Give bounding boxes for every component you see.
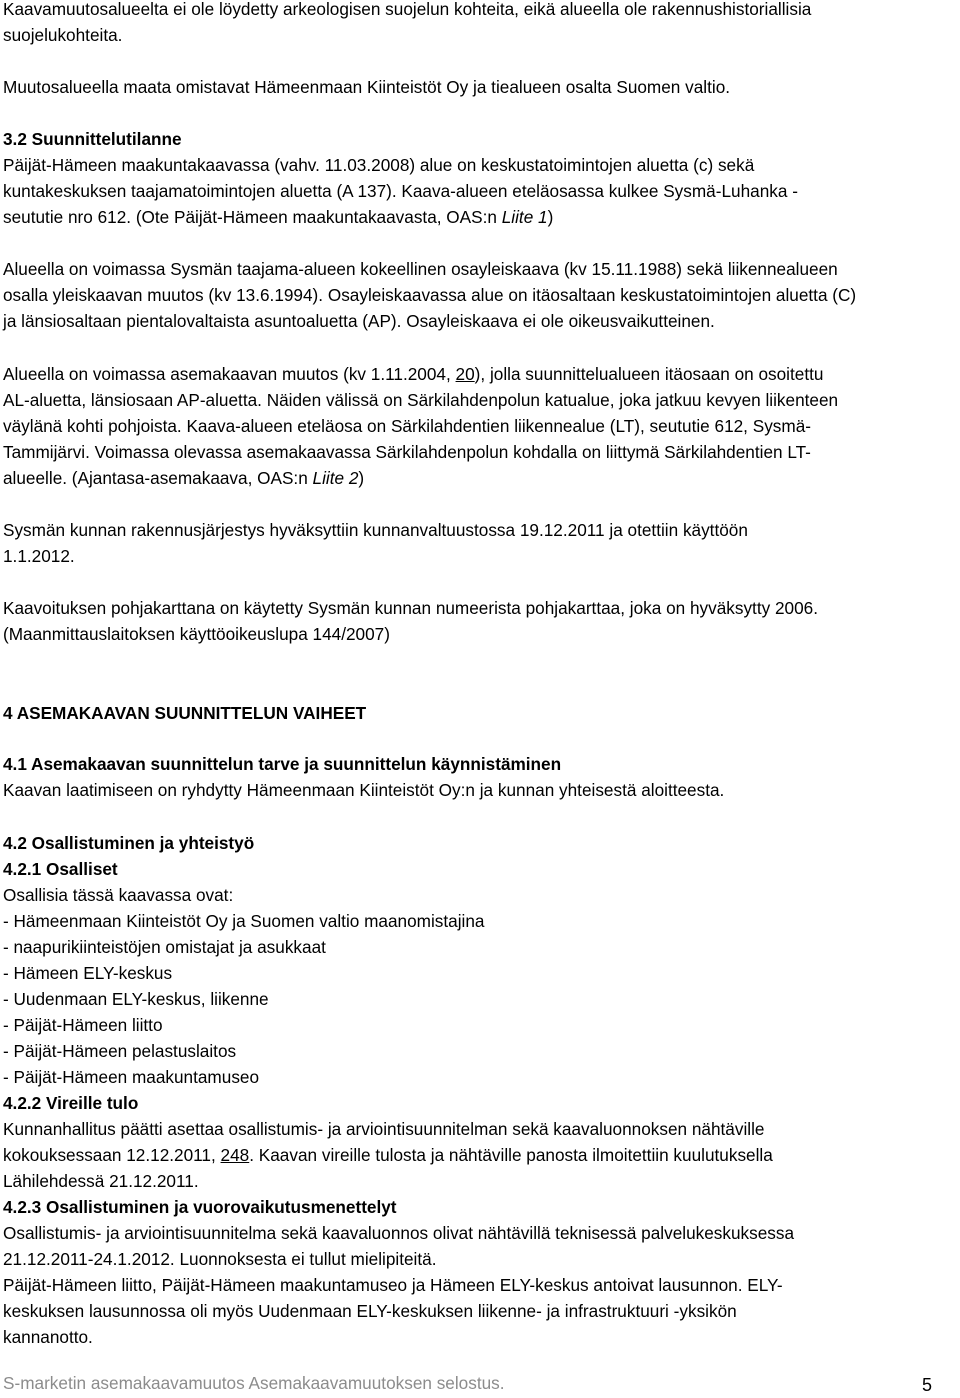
section-heading-4-2-1: 4.2.1 Osalliset: [3, 859, 118, 879]
paragraph-line: [3, 1142, 773, 1168]
text-segment: alueelle. (Ajantasa-asemakaava, OAS:n: [3, 468, 313, 488]
paragraph-line: Tammijärvi. Voimassa olevassa asemakaavassa Särkilahdenpolun kohdalla on liittymä Särkilahdentien LT-: [3, 442, 811, 462]
paragraph-line: keskuksen lausunnossa oli myös Uudenmaan ELY-keskuksen liikenne- ja infrastruktuuri -yksikön: [3, 1301, 737, 1321]
paragraph-line: Kunnanhallitus päätti asettaa osallistumis- ja arviointisuunnitelman sekä kaavaluonnoksen nähtäville: [3, 1119, 765, 1139]
attachment-reference: Liite 2: [312, 468, 359, 488]
paragraph-line: AL-aluetta, länsiosaan AP-aluetta. Näiden välissä on Särkilahdenpolun katualue, joka jatkuu kevyen liikenteen: [3, 390, 839, 410]
paragraph-line: kuntakeskuksen taajamatoimintojen aluetta (A 137). Kaava-alueen eteläosassa kulkee Sysmä-Luhanka -: [3, 181, 798, 201]
paragraph-line: [3, 361, 823, 387]
text-segment: kokouksessaan 12.12.2011,: [3, 1145, 221, 1165]
list-item: - Uudenmaan ELY-keskus, liikenne: [3, 989, 269, 1009]
decision-link[interactable]: 248: [220, 1145, 250, 1165]
paragraph-line: Alueella on voimassa Sysmän taajama-alueen kokeellinen osayleiskaava (kv 15.11.1988) sekä liikennealueen: [3, 259, 838, 279]
list-item: - Hämeenmaan Kiinteistöt Oy ja Suomen valtio maanomistajina: [3, 911, 485, 931]
paragraph-line: (Maanmittauslaitoksen käyttöoikeuslupa 144/2007): [3, 624, 390, 644]
text-segment: Alueella on voimassa asemakaavan muutos (kv 1.11.2004,: [3, 364, 456, 384]
list-item: - Hämeen ELY-keskus: [3, 963, 173, 983]
page-footer: S-marketin asemakaavamuutos Asemakaavamuutoksen selostus.: [3, 1373, 505, 1393]
chapter-heading-4: 4 ASEMAKAAVAN SUUNNITTELUN VAIHEET: [3, 703, 367, 723]
page-number: 5: [922, 1375, 933, 1395]
section-heading-4-2: 4.2 Osallistuminen ja yhteistyö: [3, 833, 255, 853]
paragraph-line: [3, 465, 364, 491]
list-item: - Päijät-Hämeen maakuntamuseo: [3, 1067, 260, 1087]
section-heading-3-2: 3.2 Suunnittelutilanne: [3, 129, 182, 149]
decision-link[interactable]: 20: [455, 364, 475, 384]
paragraph-line: Lähilehdessä 21.12.2011.: [3, 1171, 199, 1191]
text-segment: ): [358, 468, 365, 488]
section-heading-4-2-2: 4.2.2 Vireille tulo: [3, 1093, 139, 1113]
paragraph-line: osalla yleiskaavan muutos (kv 13.6.1994). Osayleiskaavassa alue on itäosaltaan keskustatoimintojen aluetta (C): [3, 285, 857, 305]
paragraph-line: Päijät-Hämeen maakuntakaavassa (vahv. 11.03.2008) alue on keskustatoimintojen aluetta (c) sekä: [3, 155, 755, 175]
paragraph-line: ja länsiosaltaan pientalovaltaista asuntoaluetta (AP). Osayleiskaava ei ole oikeusvaikutteinen.: [3, 311, 715, 331]
paragraph-line: kannanotto.: [3, 1327, 93, 1347]
section-heading-4-1: 4.1 Asemakaavan suunnittelun tarve ja suunnittelun käynnistäminen: [3, 754, 562, 774]
paragraph-line: Päijät-Hämeen liitto, Päijät-Hämeen maakuntamuseo ja Hämeen ELY-keskus antoivat lausunnon. ELY-: [3, 1275, 783, 1295]
paragraph-line: Osallisia tässä kaavassa ovat:: [3, 885, 234, 905]
paragraph-line: 21.12.2011-24.1.2012. Luonnoksesta ei tullut mielipiteitä.: [3, 1249, 437, 1269]
section-heading-4-2-3: 4.2.3 Osallistuminen ja vuorovaikutusmenettelyt: [3, 1197, 397, 1217]
paragraph-line: Muutosalueella maata omistavat Hämeenmaan Kiinteistöt Oy ja tiealueen osalta Suomen valtio.: [3, 77, 731, 97]
attachment-reference: Liite 1: [501, 207, 548, 227]
paragraph-line: väylänä kohti pohjoista. Kaava-alueen eteläosa on Särkilahdentien liikennealue (LT), seututie 612, Sysmä-: [3, 416, 811, 436]
paragraph-line: Osallistumis- ja arviointisuunnitelma sekä kaavaluonnos olivat nähtävillä teknisessä palvelukeskuksessa: [3, 1223, 795, 1243]
text-segment: ), jolla suunnittelualueen itäosaan on osoitettu: [474, 364, 824, 384]
paragraph-line: Sysmän kunnan rakennusjärjestys hyväksyttiin kunnanvaltuustossa 19.12.2011 ja otettiin käyttöön: [3, 520, 748, 540]
text-segment: seututie nro 612. (Ote Päijät-Hämeen maakuntakaavasta, OAS:n: [3, 207, 502, 227]
paragraph-line: Kaavoituksen pohjakarttana on käytetty Sysmän kunnan numeerista pohjakarttaa, joka on hyväksytty 2006.: [3, 598, 818, 618]
paragraph-line: [3, 204, 553, 230]
paragraph-line: suojelukohteita.: [3, 25, 123, 45]
paragraph-line: Kaavamuutosalueelta ei ole löydetty arkeologisen suojelun kohteita, eikä alueella ole rakennushistoriallisia: [3, 0, 812, 19]
list-item: - Päijät-Hämeen liitto: [3, 1015, 163, 1035]
list-item: - Päijät-Hämeen pelastuslaitos: [3, 1041, 237, 1061]
text-segment: ): [547, 207, 554, 227]
list-item: - naapurikiinteistöjen omistajat ja asukkaat: [3, 937, 326, 957]
text-segment: . Kaavan vireille tulosta ja nähtäville panosta ilmoitettiin kuulutuksella: [249, 1145, 773, 1165]
paragraph-line: 1.1.2012.: [3, 546, 75, 566]
paragraph-line: Kaavan laatimiseen on ryhdytty Hämeenmaan Kiinteistöt Oy:n ja kunnan yhteisestä aloitteesta.: [3, 780, 725, 800]
